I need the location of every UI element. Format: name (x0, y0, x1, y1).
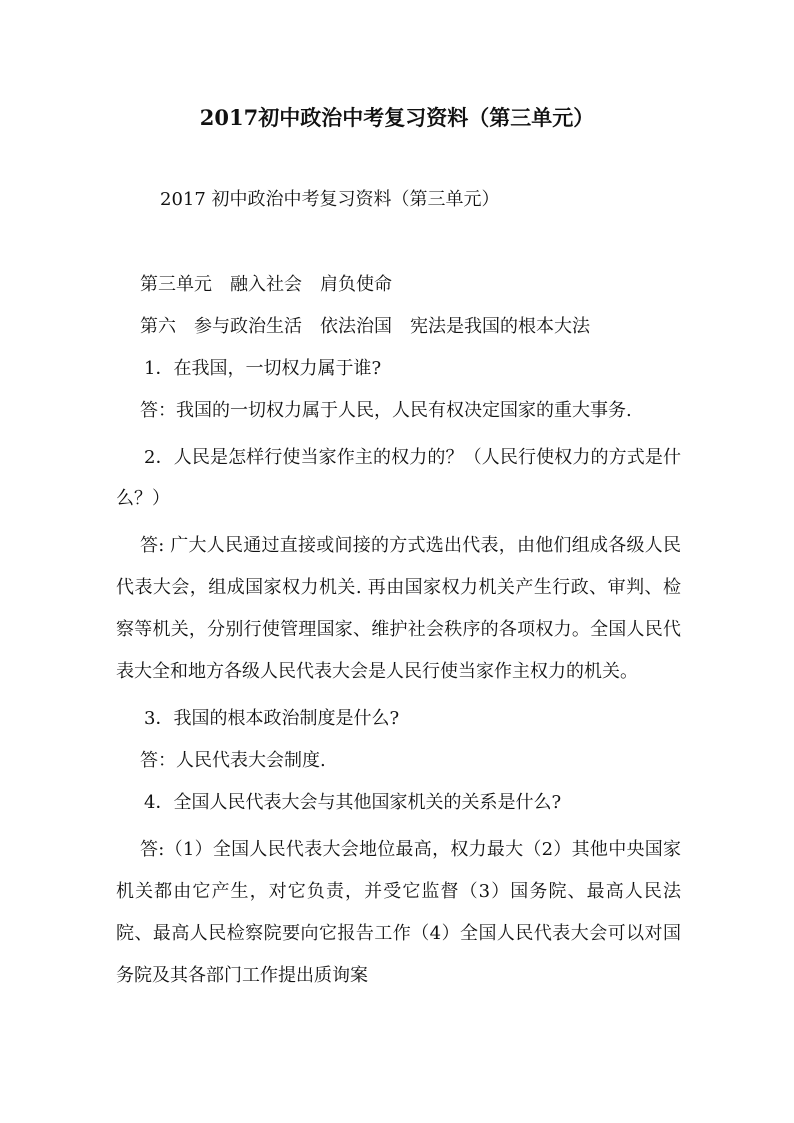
question-2: 2．人民是怎样行使当家作主的权力的？（人民行使权力的方式是什么？） (116, 447, 681, 509)
answer-1: 答：我国的一切权力属于人民，人民有权决定国家的重大事务. (140, 400, 632, 421)
answer-2: 答: 广大人民通过直接或间接的方式选出代表，由他们组成各级人民代表大会，组成国家权力机关. 再由国家权力机关产生行政、审判、检察等机关，分别行使管理国家、维护社会秩序的各项权力。全国人民代表大全和地方各级人民代表大会是人民行使当家作主权力的机关。 (116, 535, 681, 682)
unit-heading: 第三单元 融入社会 肩负使命 (140, 274, 392, 295)
document-subtitle: 2017 初中政治中考复习资料（第三单元） (160, 189, 500, 210)
answer-4: 答:（1）全国人民代表大会地位最高，权力最大（2）其他中央国家机关都由它产生，对它负责，并受它监督（3）国务院、最高人民法院、最高人民检察院要向它报告工作（4）全国人民代表大会可以对国务院及其各部门工作提出质询案 (116, 839, 681, 986)
lesson-heading: 第六 参与政治生活 依法治国 宪法是我国的根本大法 (140, 316, 590, 337)
document-body (116, 269, 681, 997)
question-4: 4．全国人民代表大会与其他国家机关的关系是什么? (144, 792, 562, 813)
answer-3: 答：人民代表大会制度. (140, 750, 326, 771)
question-1: 1．在我国，一切权力属于谁? (144, 358, 382, 379)
document-title: 2017初中政治中考复习资料（第三单元） (199, 105, 595, 130)
question-3: 3．我国的根本政治制度是什么? (144, 708, 400, 729)
